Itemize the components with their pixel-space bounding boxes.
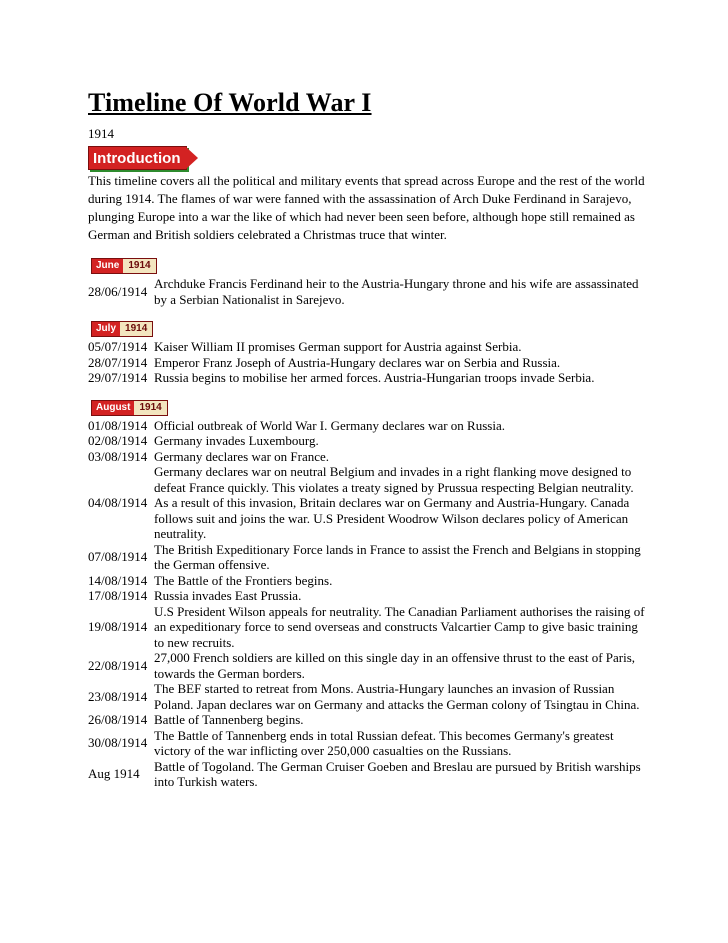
event-description: 27,000 French soldiers are killed on this single day in an offensive thrust to the east of Paris, towards the German borders.: [154, 650, 636, 681]
event-row: [88, 355, 648, 371]
event-date: 02/08/1914: [88, 433, 148, 448]
event-date: 17/08/1914: [88, 588, 148, 603]
month-section-august: [88, 386, 648, 790]
event-row: [88, 370, 648, 386]
event-date: 14/08/1914: [88, 572, 148, 588]
events-table: [88, 418, 648, 790]
event-description: U.S President Wilson appeals for neutrality. The Canadian Parliament authorises the raising of an expeditionary force to send overseas and constructs Valcartier Camp to give basic training to new recruits.: [154, 603, 645, 650]
event-date: 04/08/1914: [88, 495, 148, 510]
year-heading: 1914: [88, 126, 114, 141]
event-description: Germany invades Luxembourg.: [154, 433, 319, 448]
event-row: [88, 728, 648, 759]
month-badge-year: 1914: [123, 259, 155, 273]
document-page: [88, 86, 648, 790]
event-row: [88, 276, 648, 307]
event-row: [88, 759, 648, 790]
month-badge-label: June: [92, 259, 123, 273]
month-badge-year: 1914: [120, 322, 152, 336]
event-description: Germany declares war on France.: [154, 448, 330, 464]
event-row: [88, 681, 648, 712]
timeline: [88, 244, 648, 790]
events-table: [88, 276, 648, 307]
event-row: [88, 339, 648, 355]
event-description: Kaiser William II promises German support for Austria against Serbia.: [154, 339, 522, 354]
event-date: 05/07/1914: [88, 339, 148, 354]
event-description: The Battle of the Frontiers begins.: [154, 572, 333, 588]
introduction-badge: Introduction: [88, 146, 187, 170]
event-row: [88, 433, 648, 449]
month-badge: [91, 400, 168, 416]
event-date: 01/08/1914: [88, 417, 148, 433]
event-row: [88, 542, 648, 573]
event-description: Official outbreak of World War I. Germany declares war on Russia.: [154, 417, 505, 433]
event-description: Archduke Francis Ferdinand heir to the Austria-Hungary throne and his wife are assassinated by a Serbian Nationalist in Sarejevo.: [154, 276, 639, 307]
event-date: 03/08/1914: [88, 448, 148, 464]
event-date: 28/07/1914: [88, 354, 148, 370]
event-row: [88, 650, 648, 681]
month-section-july: [88, 307, 648, 386]
event-date: 23/08/1914: [88, 688, 148, 704]
event-row: [88, 464, 648, 542]
event-description: The Battle of Tannenberg ends in total Russian defeat. This becomes Germany's greatest victory of the war inflicting over 250,000 casualties on the Russians.: [154, 727, 614, 758]
event-description: Russia begins to mobilise her armed forces. Austria-Hungarian troops invade Serbia.: [154, 370, 595, 385]
event-date: 07/08/1914: [88, 549, 148, 565]
introduction-paragraph: This timeline covers all the political and military events that spread across Europe and the rest of the world during 1914. The flames of war were fanned with the assassination of Arch Duke Ferdinand in Sarajevo, plunging Europe into a war the like of which had never been seen before, although hope still remained as German and British soldiers celebrated a Christmas truce that winter.: [88, 173, 645, 242]
event-row: [88, 573, 648, 589]
event-description: Emperor Franz Joseph of Austria-Hungary declares war on Serbia and Russia.: [154, 354, 561, 370]
event-description: Battle of Togoland. The German Cruiser Goeben and Breslau are pursued by British warships into Turkish waters.: [154, 758, 641, 789]
event-description: Germany declares war on neutral Belgium and invades in a right flanking move designed to defeat France quickly. This violates a treaty signed by Prussua respecting Belgian neutrality. As a result of this invasion, Britain declares war on Germany and Austria-Hungary. Canada follows suit and joins the war. U.S President Woodrow Wilson declares policy of American neutrality.: [154, 464, 634, 541]
event-row: [88, 588, 648, 604]
event-description: Russia invades East Prussia.: [154, 588, 302, 603]
event-row: [88, 604, 648, 651]
event-date: 30/08/1914: [88, 735, 148, 751]
event-row: [88, 449, 648, 465]
event-description: The BEF started to retreat from Mons. Austria-Hungary launches an invasion of Russian Poland. Japan declares war on Germany and attacks the German colony of Tsingtau in China.: [154, 681, 640, 712]
month-badge-year: 1914: [134, 401, 166, 415]
page-title: Timeline Of World War I: [88, 88, 372, 117]
month-badge: [91, 321, 153, 337]
month-section-june: [88, 244, 648, 307]
event-row: [88, 418, 648, 434]
event-date: 26/08/1914: [88, 712, 148, 727]
event-date: 28/06/1914: [88, 283, 148, 299]
event-date: 22/08/1914: [88, 657, 148, 673]
event-description: Battle of Tannenberg begins.: [154, 712, 304, 727]
event-date: 29/07/1914: [88, 370, 148, 385]
event-date: Aug 1914: [88, 766, 140, 782]
month-badge-label: July: [92, 322, 120, 336]
month-badge: [91, 258, 157, 274]
event-date: 19/08/1914: [88, 619, 148, 634]
event-description: The British Expeditionary Force lands in France to assist the French and Belgians in stopping the German offensive.: [154, 541, 641, 572]
event-row: [88, 712, 648, 728]
month-badge-label: August: [92, 401, 134, 415]
events-table: [88, 339, 648, 386]
